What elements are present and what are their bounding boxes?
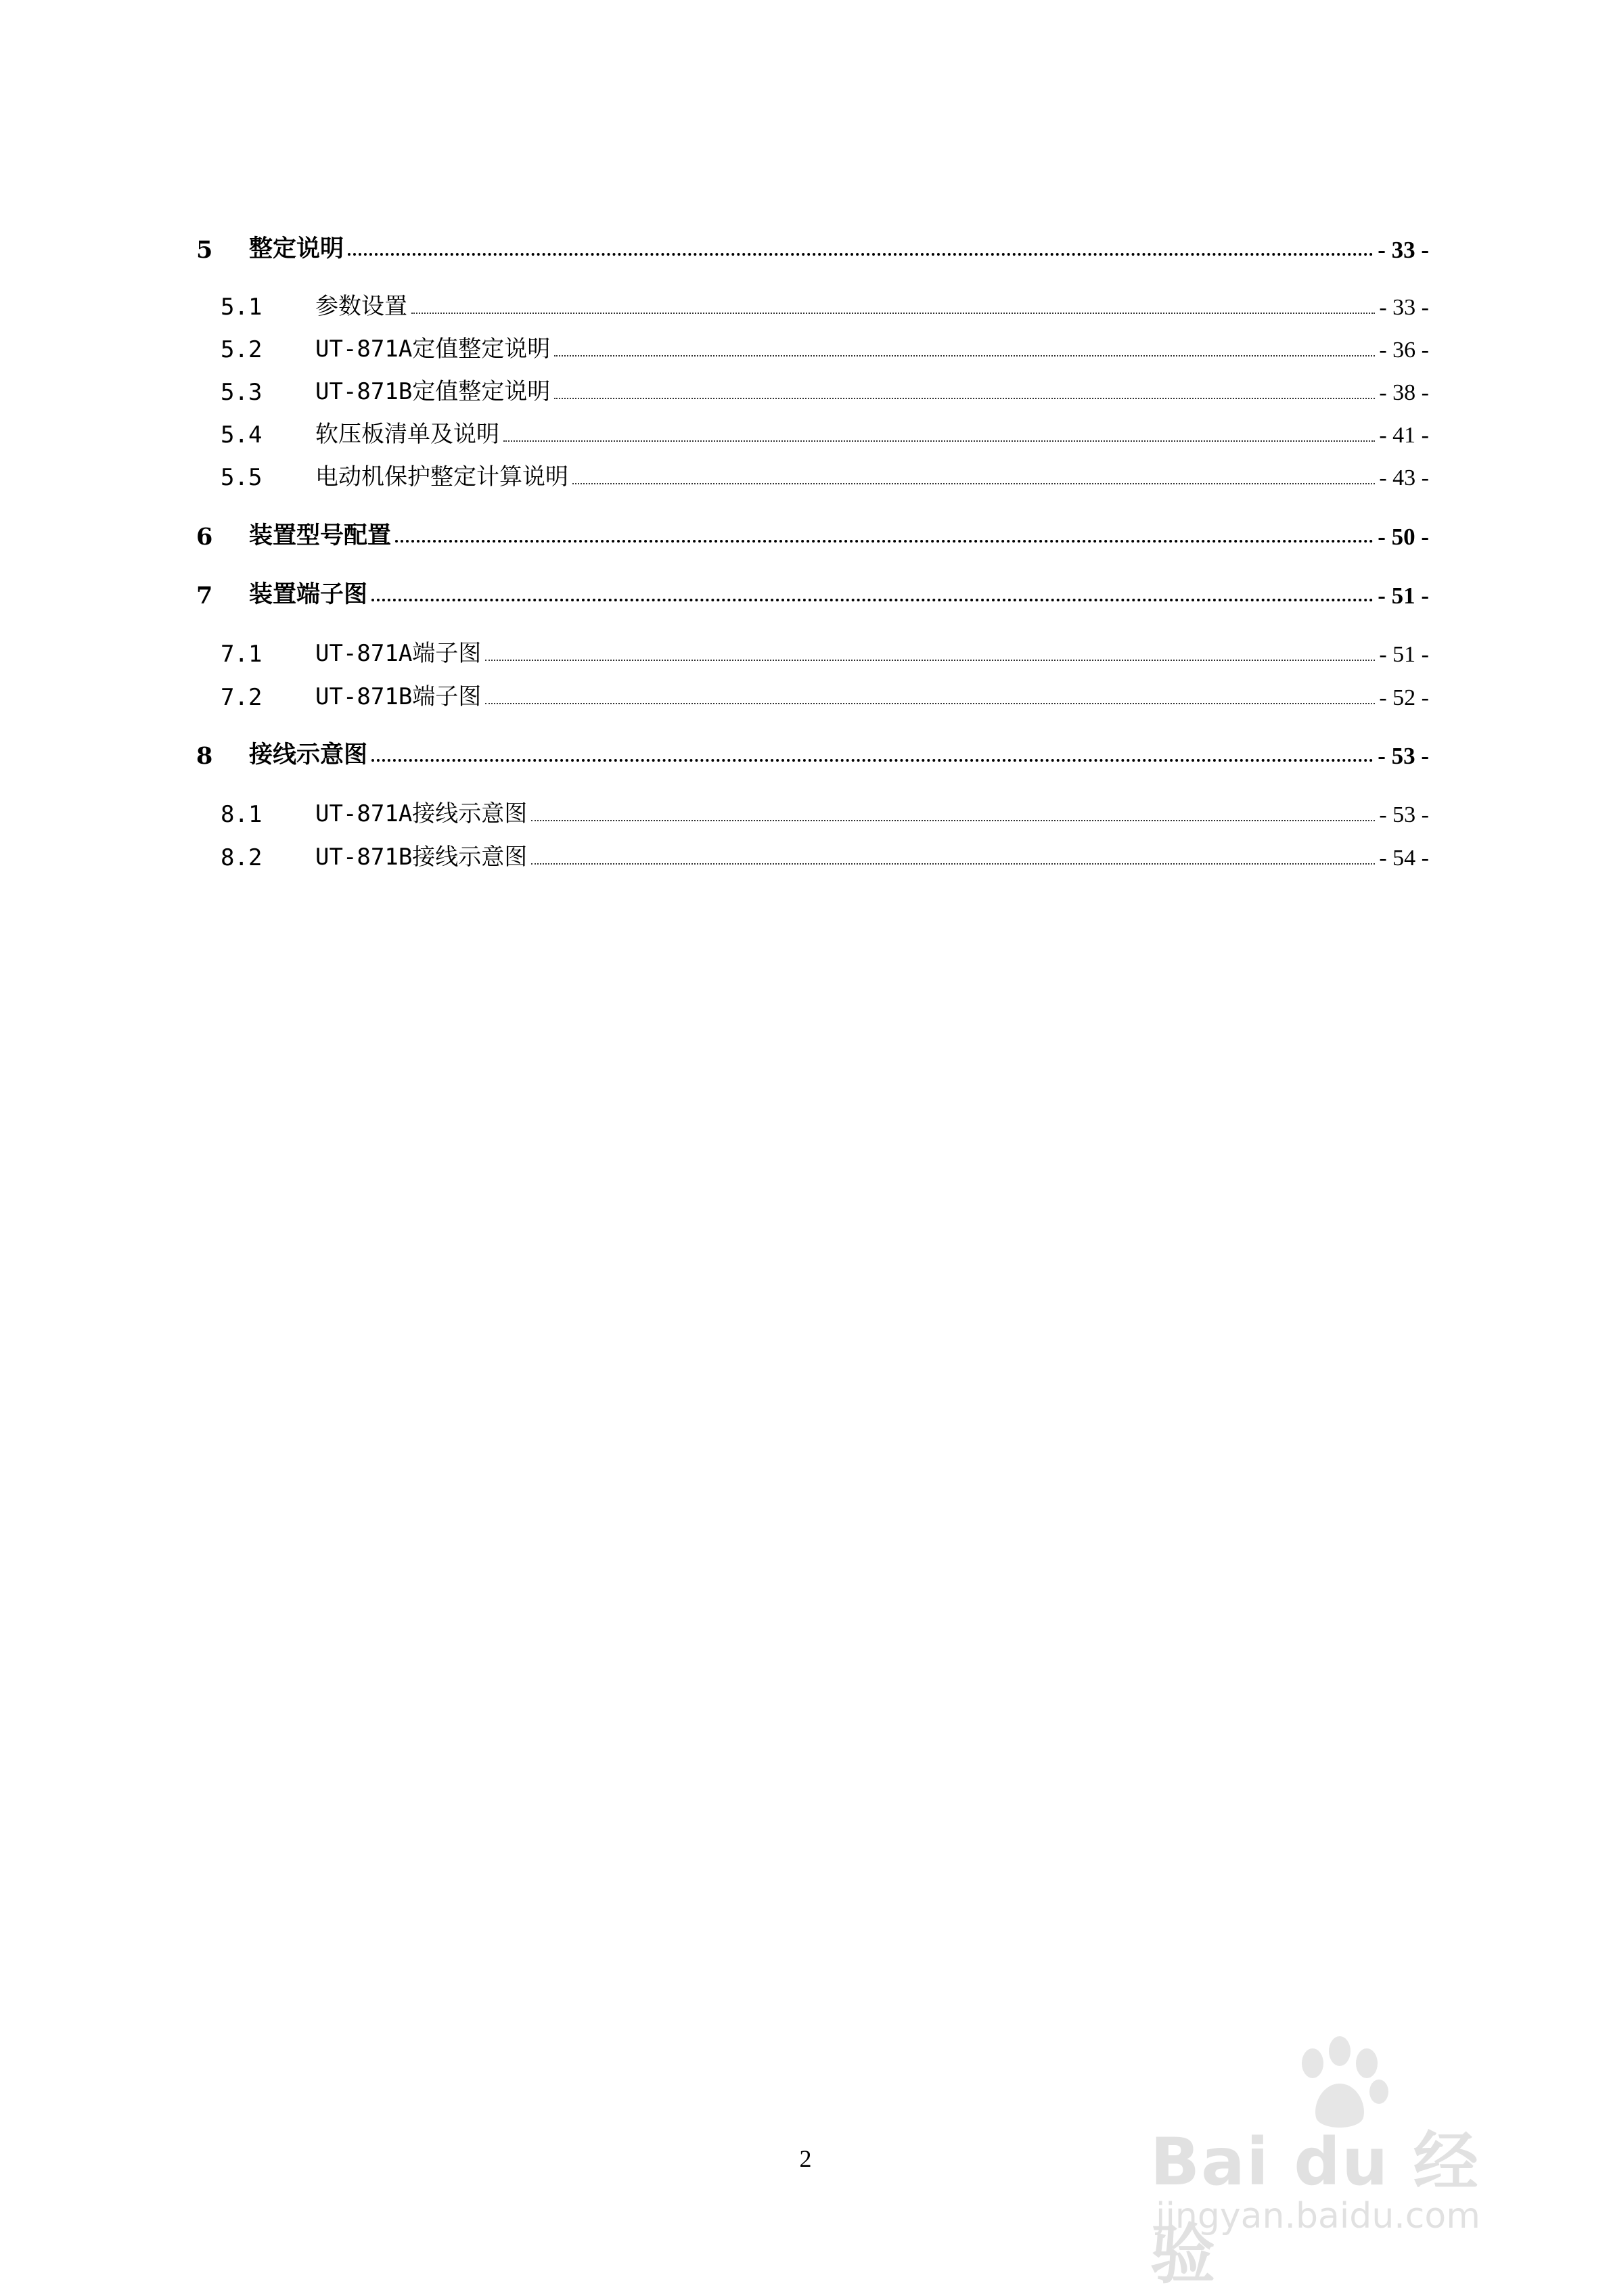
toc-entry-title: UT-871A端子图: [315, 640, 482, 667]
toc-entry-7-2[interactable]: [196, 670, 1429, 711]
toc-entry-6[interactable]: [196, 510, 1429, 551]
dot-leader: [531, 863, 1375, 865]
toc-entry-title: UT-871B端子图: [315, 683, 482, 710]
toc-entry-number: 5.3: [221, 379, 263, 406]
dot-leader: [485, 703, 1375, 704]
watermark-url: jingyan.baidu.com: [1156, 2196, 1480, 2236]
toc-entry-number: 8.1: [221, 801, 263, 828]
toc-entry-page: - 51 -: [1379, 642, 1429, 667]
toc-entry-page: - 43 -: [1379, 465, 1429, 490]
toc-entry-5-4[interactable]: [196, 408, 1429, 449]
toc-entry-title: 电动机保护整定计算说明: [315, 463, 568, 490]
toc-entry-page: - 53 -: [1378, 743, 1429, 769]
dot-leader: [395, 540, 1374, 543]
toc-entry-page: - 54 -: [1379, 846, 1429, 871]
toc-entry-number: 8: [196, 742, 213, 770]
dot-leader: [554, 355, 1375, 357]
toc-entry-page: - 50 -: [1378, 524, 1429, 550]
toc-entry-number: 7.1: [221, 641, 263, 668]
toc-entry-page: - 41 -: [1379, 423, 1429, 448]
toc-entry-number: 5: [196, 236, 213, 264]
toc-entry-5-5[interactable]: [196, 451, 1429, 491]
dot-leader: [348, 253, 1374, 256]
toc-entry-title: UT-871B接线示意图: [315, 844, 528, 871]
toc-entry-number: 7: [196, 582, 213, 610]
toc-entry-8[interactable]: [196, 729, 1429, 770]
toc-entry-title: 接线示意图: [249, 741, 368, 768]
toc-entry-title: UT-871A定值整定说明: [315, 336, 551, 363]
dot-leader: [503, 440, 1375, 442]
toc-entry-page: - 33 -: [1379, 295, 1429, 320]
toc-entry-5[interactable]: [196, 223, 1429, 264]
baidu-jingyan-watermark: [1150, 2036, 1529, 2293]
toc-entry-page: - 51 -: [1378, 582, 1429, 609]
toc-entry-title: UT-871A接线示意图: [315, 800, 528, 827]
toc-entry-title: 参数设置: [315, 293, 407, 320]
toc-entry-number: 5.4: [221, 421, 263, 449]
toc-entry-7[interactable]: [196, 569, 1429, 610]
dot-leader: [531, 820, 1375, 821]
toc-entry-number: 5.5: [221, 464, 263, 491]
toc-entry-5-2[interactable]: [196, 323, 1429, 363]
toc-entry-title: 装置端子图: [249, 581, 368, 608]
toc-entry-number: 5.2: [221, 336, 263, 363]
watermark-brand: Bai du 经验: [1150, 2124, 1480, 2293]
toc-entry-title: 软压板清单及说明: [315, 421, 499, 448]
toc-entry-5-1[interactable]: [196, 280, 1429, 321]
dot-leader: [411, 313, 1375, 314]
toc-entry-title: UT-871B定值整定说明: [315, 378, 551, 405]
toc-entry-number: 8.2: [221, 844, 263, 871]
toc-entry-title: 整定说明: [249, 235, 344, 262]
toc-entry-7-1[interactable]: [196, 627, 1429, 668]
dot-leader: [485, 660, 1375, 661]
page-number: 2: [799, 2145, 812, 2172]
toc-entry-page: - 36 -: [1379, 338, 1429, 363]
dot-leader: [371, 759, 1374, 762]
toc-entry-8-1[interactable]: [196, 787, 1429, 828]
toc-entry-number: 5.1: [221, 294, 263, 321]
dot-leader: [572, 483, 1375, 484]
toc-entry-8-2[interactable]: [196, 831, 1429, 871]
toc-entry-number: 6: [196, 523, 213, 551]
toc-entry-page: - 53 -: [1379, 802, 1429, 827]
toc-entry-page: - 38 -: [1379, 380, 1429, 405]
toc-entry-page: - 52 -: [1379, 685, 1429, 710]
toc-entry-title: 装置型号配置: [249, 522, 392, 549]
toc-entry-page: - 33 -: [1378, 237, 1429, 263]
toc-entry-number: 7.2: [221, 684, 263, 711]
dot-leader: [554, 398, 1375, 399]
dot-leader: [371, 599, 1374, 601]
toc-entry-5-3[interactable]: [196, 365, 1429, 406]
